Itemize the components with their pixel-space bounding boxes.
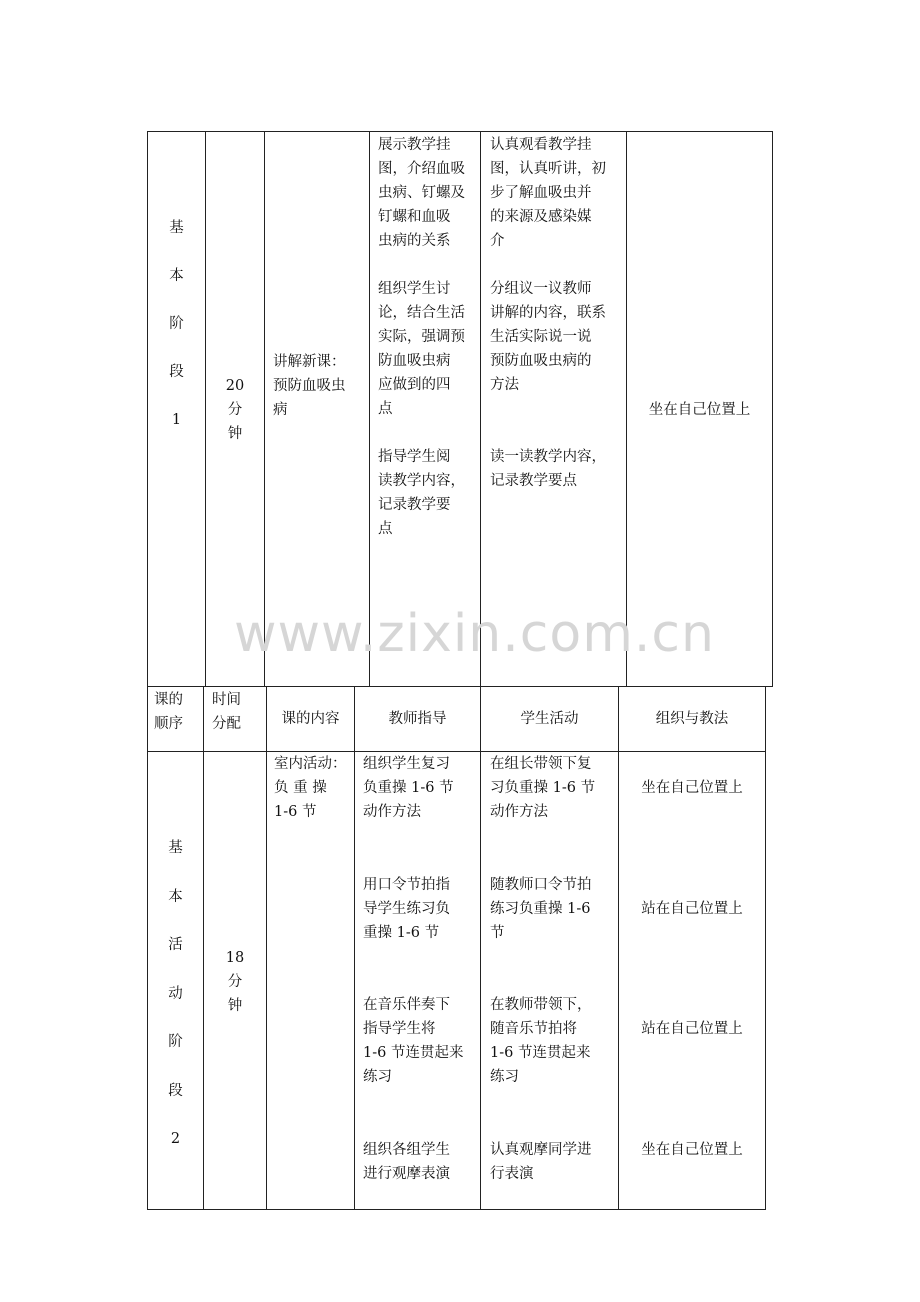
stage-char: 基 xyxy=(168,840,183,856)
stage-char: 动 xyxy=(168,985,183,1002)
time-value: 20 xyxy=(225,378,245,394)
stage-char: 2 xyxy=(170,1131,181,1147)
student-item: 认真观看教学挂 图，认真听讲，初 步了解血吸虫并 的来源及感染媒 介 xyxy=(490,137,606,249)
header-time: 时间 分配 xyxy=(212,692,241,732)
organization-text: 坐在自己位置上 xyxy=(641,1142,743,1158)
student-item: 随教师口令节拍 练习负重操 1-6 节 xyxy=(490,877,592,941)
content-text: 室内活动： 负 重 操 1-6 节 xyxy=(274,756,347,820)
header-content: 课的内容 xyxy=(281,711,340,727)
teacher-item: 在音乐伴奏下 指导学生将 1-6 节连贯起来 练习 xyxy=(363,997,464,1085)
stage-label-1 xyxy=(148,204,205,444)
stage-char: 段 xyxy=(168,1082,183,1099)
header-student: 学生活动 xyxy=(520,711,579,727)
student-item: 读一读教学内容， 记录教学要点 xyxy=(490,449,606,489)
header-order: 课的 顺序 xyxy=(154,692,183,732)
header-teacher: 教师指导 xyxy=(388,711,447,727)
organization-text: 坐在自己位置上 xyxy=(641,780,743,796)
time-value: 18 xyxy=(225,950,245,966)
time-allocation-1 xyxy=(206,374,264,446)
organization-text: 站在自己位置上 xyxy=(641,1021,743,1037)
organization-1 xyxy=(627,398,772,422)
time-unit-char: 钟 xyxy=(227,426,243,442)
stage-char: 基 xyxy=(169,220,184,236)
stage-char: 段 xyxy=(169,364,184,380)
time-allocation-2 xyxy=(204,946,266,1018)
watermark: www.zixin.com.cn xyxy=(234,604,715,664)
student-item: 在组长带领下复 习负重操 1-6 节 动作方法 xyxy=(490,756,596,820)
time-unit-char: 分 xyxy=(227,974,243,990)
header-organization: 组织与教法 xyxy=(655,711,729,727)
student-item: 分组议一议教师 讲解的内容，联系 生活实际说一说 预防血吸虫病的 方法 xyxy=(490,281,606,393)
organization-text: 站在自己位置上 xyxy=(641,901,743,917)
stage-char: 本 xyxy=(168,888,183,905)
content-text: 讲解新课： 预防血吸虫 病 xyxy=(273,354,346,418)
time-unit-char: 分 xyxy=(227,402,243,418)
organization-text: 坐在自己位置上 xyxy=(648,402,751,418)
stage-char: 活 xyxy=(168,937,183,953)
teacher-item: 用口令节拍指 导学生练习负 重操 1-6 节 xyxy=(363,877,450,941)
teacher-item: 指导学生阅 读教学内容， 记录教学要 点 xyxy=(378,449,465,537)
lesson-content-2 xyxy=(274,752,348,824)
stage-char: 本 xyxy=(169,268,184,284)
stage-label-2 xyxy=(148,824,203,1164)
stage-char: 1 xyxy=(171,412,182,428)
student-item: 在教师带领下， 随音乐节拍将 1-6 节连贯起来 练习 xyxy=(490,997,592,1085)
teacher-item: 组织学生讨 论，结合生活 实际，强调预 防血吸虫病 应做到的四 点 xyxy=(378,281,465,417)
stage-char: 阶 xyxy=(169,316,184,332)
lesson-content-1 xyxy=(273,350,367,422)
teacher-item: 展示教学挂 图，介绍血吸 虫病、钉螺及 钉螺和血吸 虫病的关系 xyxy=(378,137,465,249)
student-item: 认真观摩同学进 行表演 xyxy=(490,1142,592,1182)
teacher-item: 组织各组学生 进行观摩表演 xyxy=(363,1142,450,1182)
teacher-item: 组织学生复习 负重操 1-6 节 动作方法 xyxy=(363,756,454,820)
time-unit-char: 钟 xyxy=(227,998,243,1014)
stage-char: 阶 xyxy=(168,1034,183,1050)
